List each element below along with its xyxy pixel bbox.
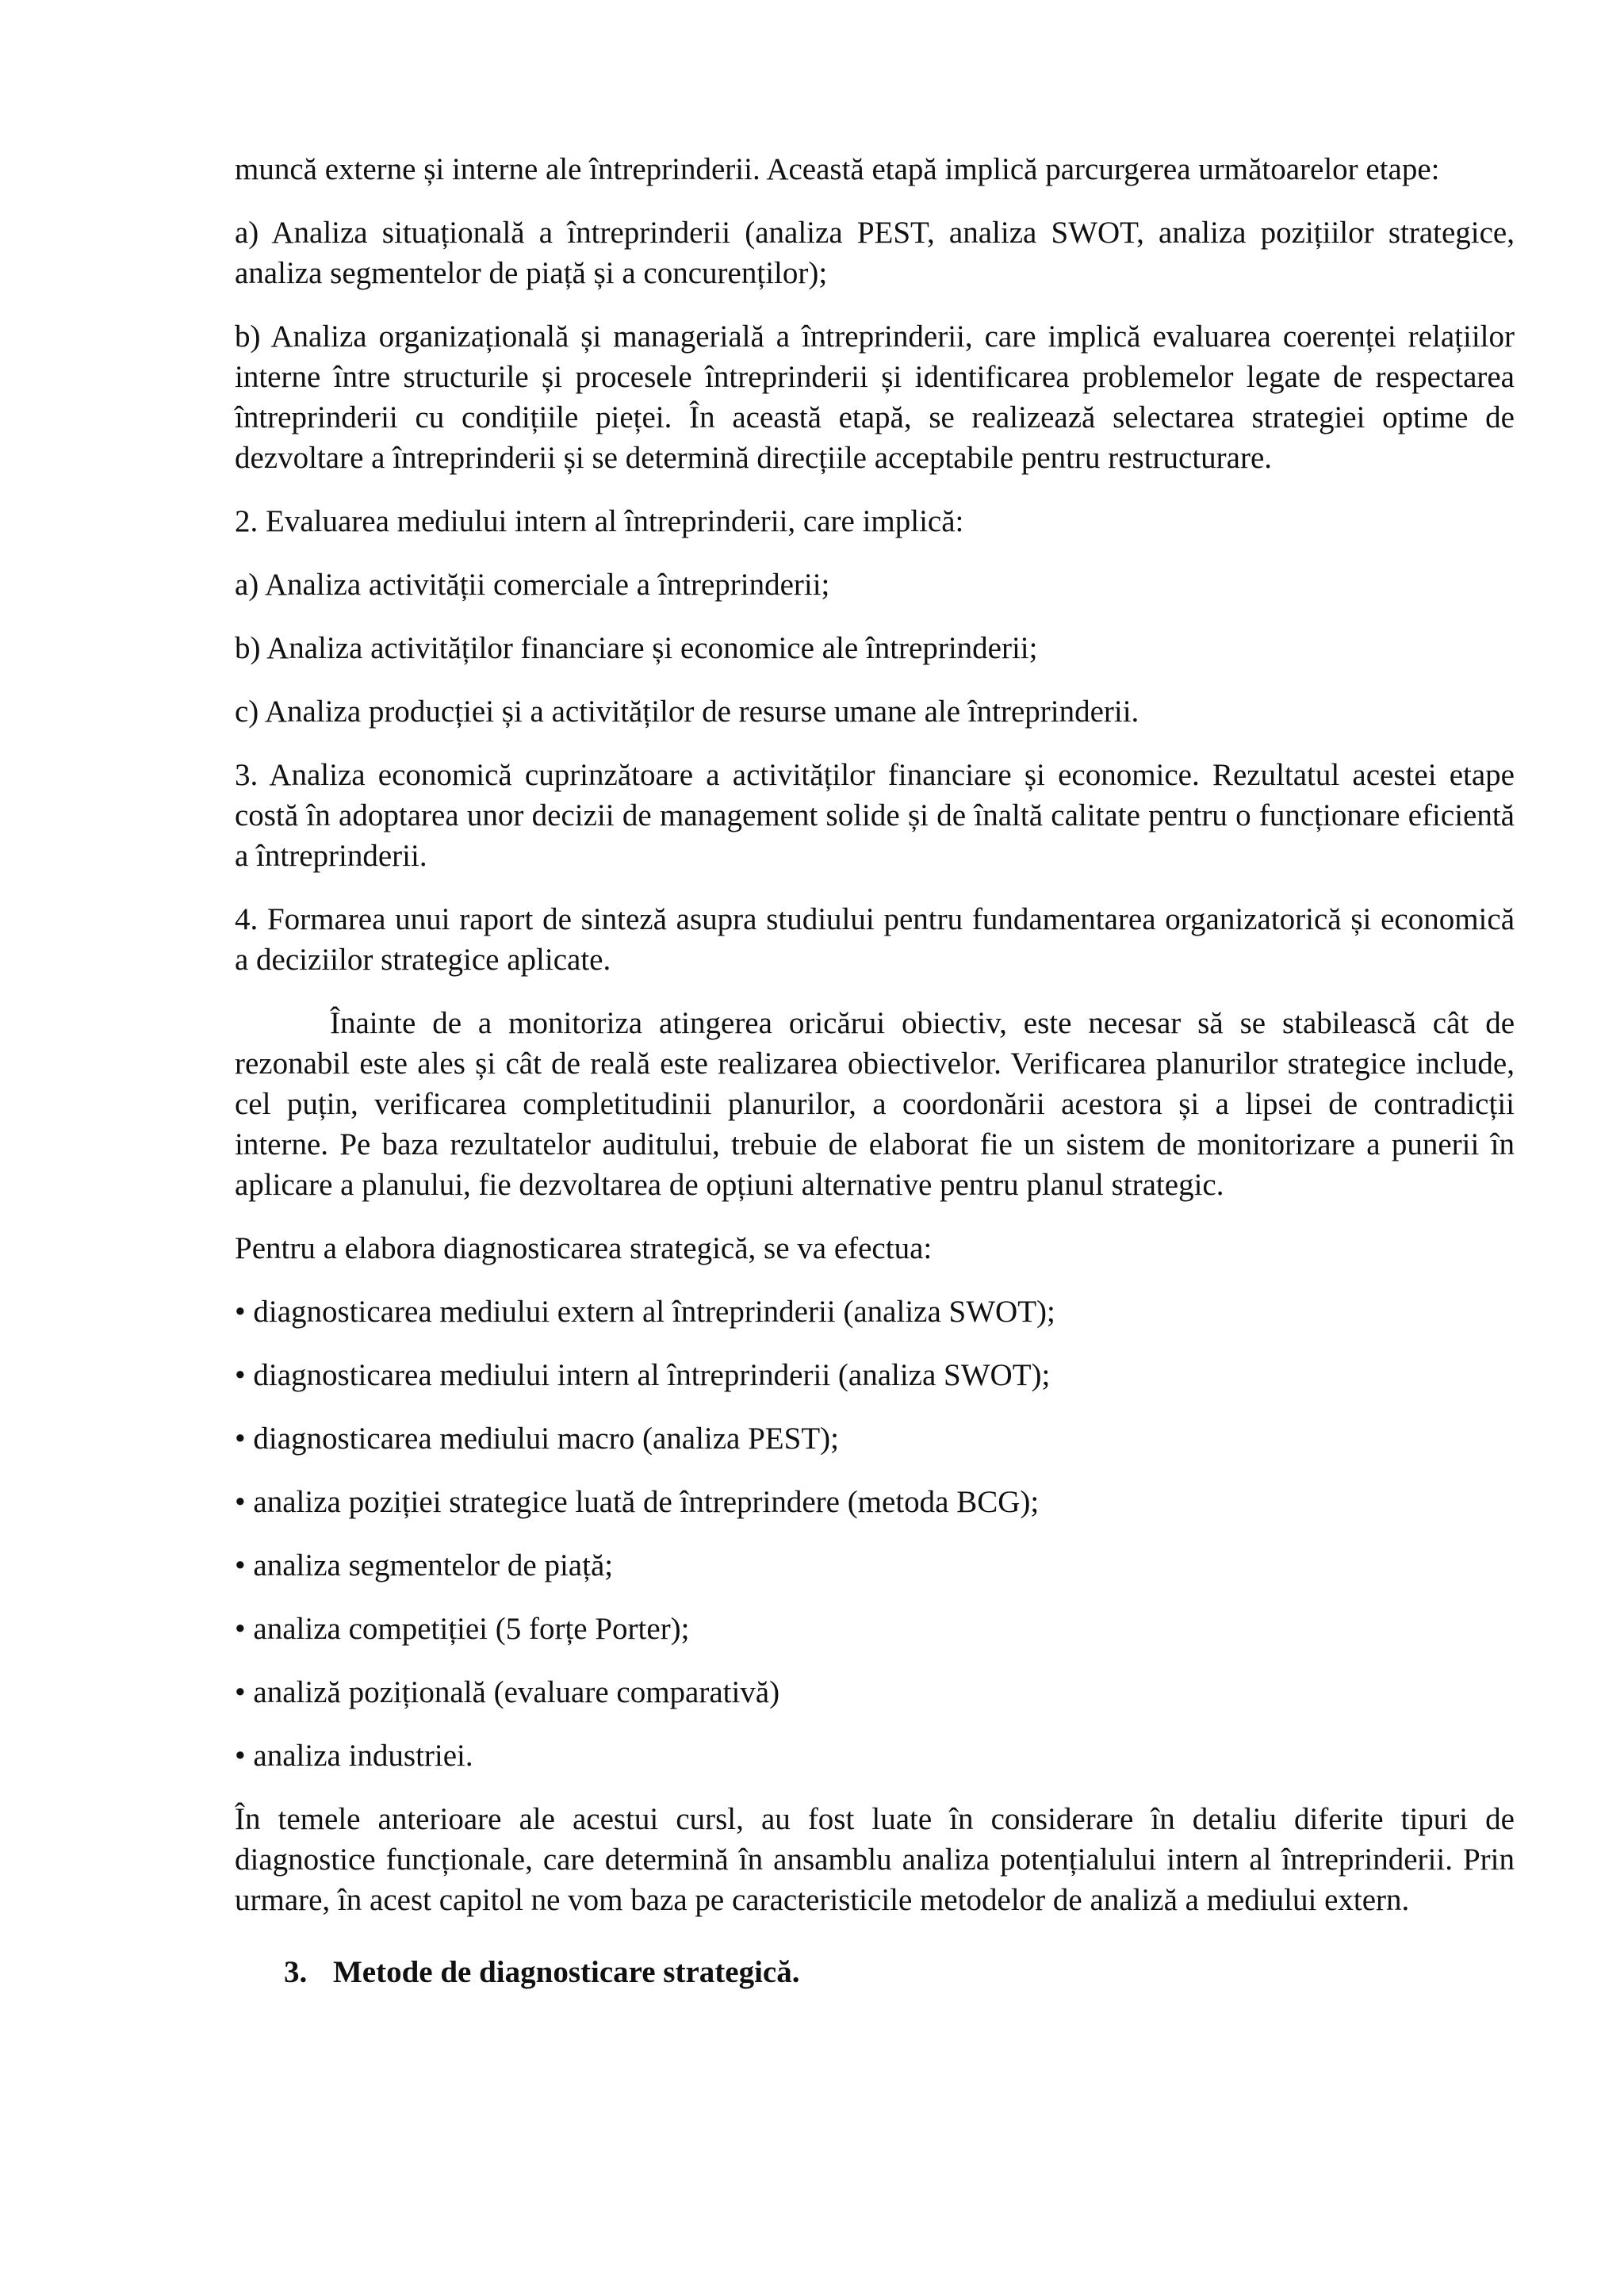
paragraph-diagnosis-intro: Pentru a elabora diagnosticarea strategică, se va efectua: [235,1231,933,1265]
list-item: • analiza segmentelor de piață; [235,1548,614,1582]
list-item: • analiza industriei. [235,1739,473,1773]
document-page [235,149,1515,1992]
list-item: • diagnosticarea mediului extern al întreprinderii (analiza SWOT); [235,1295,1055,1329]
paragraph-commercial-analysis: a) Analiza activității comerciale a întreprinderii; [235,568,830,602]
paragraph-internal-environment: 2. Evaluarea mediului intern al întreprinderii, care implică: [235,504,964,538]
section-number: 3. [284,1955,308,1989]
paragraph-economic-analysis: 3. Analiza economică cuprinzătoare a activităților financiare și economice. Rezultatul acestei etape costă în adoptarea unor decizii de management solide și de înaltă calitate pentru o funcționare eficientă a întreprinderii. [235,758,1515,873]
section-title: Metode de diagnosticare strategică. [333,1955,800,1989]
list-item: • analiza poziției strategice luată de întreprindere (metoda BCG); [235,1485,1040,1519]
paragraph-monitoring: Înainte de a monitoriza atingerea oricărui obiectiv, este necesar să se stabilească cât de rezonabil este ales și cât de reală este realizarea obiectivelor. Verificarea planurilor strategice include, cel puțin, verificarea completitudinii planurilor, a coordonării acestora și a lipsei de contradicții interne. Pe baza rezultatelor auditului, trebuie de elaborat fie un sistem de monitorizare a punerii în aplicare a planului, fie dezvoltarea de opțiuni alternative pentru planul strategic. [235,1006,1515,1202]
paragraph-financial-analysis: b) Analiza activităților financiare și economice ale întreprinderii; [235,631,1038,665]
list-item: • diagnosticarea mediului intern al întreprinderii (analiza SWOT); [235,1358,1051,1392]
list-item: • analiza competiției (5 forțe Porter); [235,1612,690,1646]
paragraph-previous-topics: În temele anterioare ale acestui cursl, au fost luate în considerare în detaliu diferite tipuri de diagnostice funcționale, care determină în ansamblu analiza potențialului intern al întreprinderii. Prin urmare, în acest capitol ne vom baza pe caracteristicile metodelor de analiză a mediului extern. [235,1802,1515,1917]
paragraph-organizational-analysis: b) Analiza organizațională și managerială a întreprinderii, care implică evaluarea coerenței relațiilor interne între structurile și procesele întreprinderii și identificarea problemelor legate de respectarea întreprinderii cu condițiile pieței. În această etapă, se realizează selectarea strategiei optime de dezvoltare a întreprinderii și se determină direcțiile acceptabile pentru restructurare. [235,320,1515,475]
paragraph-situational-analysis: a) Analiza situațională a întreprinderii (analiza PEST, analiza SWOT, analiza pozițiilor strategice, analiza segmentelor de piață și a concurenților); [235,216,1515,290]
list-item: • diagnosticarea mediului macro (analiza PEST); [235,1422,839,1456]
section-heading [284,1952,1515,1992]
paragraph-production-analysis: c) Analiza producției și a activităților de resurse umane ale întreprinderii. [235,695,1139,729]
list-item: • analiză pozițională (evaluare comparativă) [235,1675,780,1709]
paragraph-stages-intro: muncă externe și interne ale întreprinderii. Această etapă implică parcurgerea următoarelor etape: [235,152,1440,186]
paragraph-synthesis-report: 4. Formarea unui raport de sinteză asupra studiului pentru fundamentarea organizatorică și economică a deciziilor strategice aplicate. [235,902,1515,977]
